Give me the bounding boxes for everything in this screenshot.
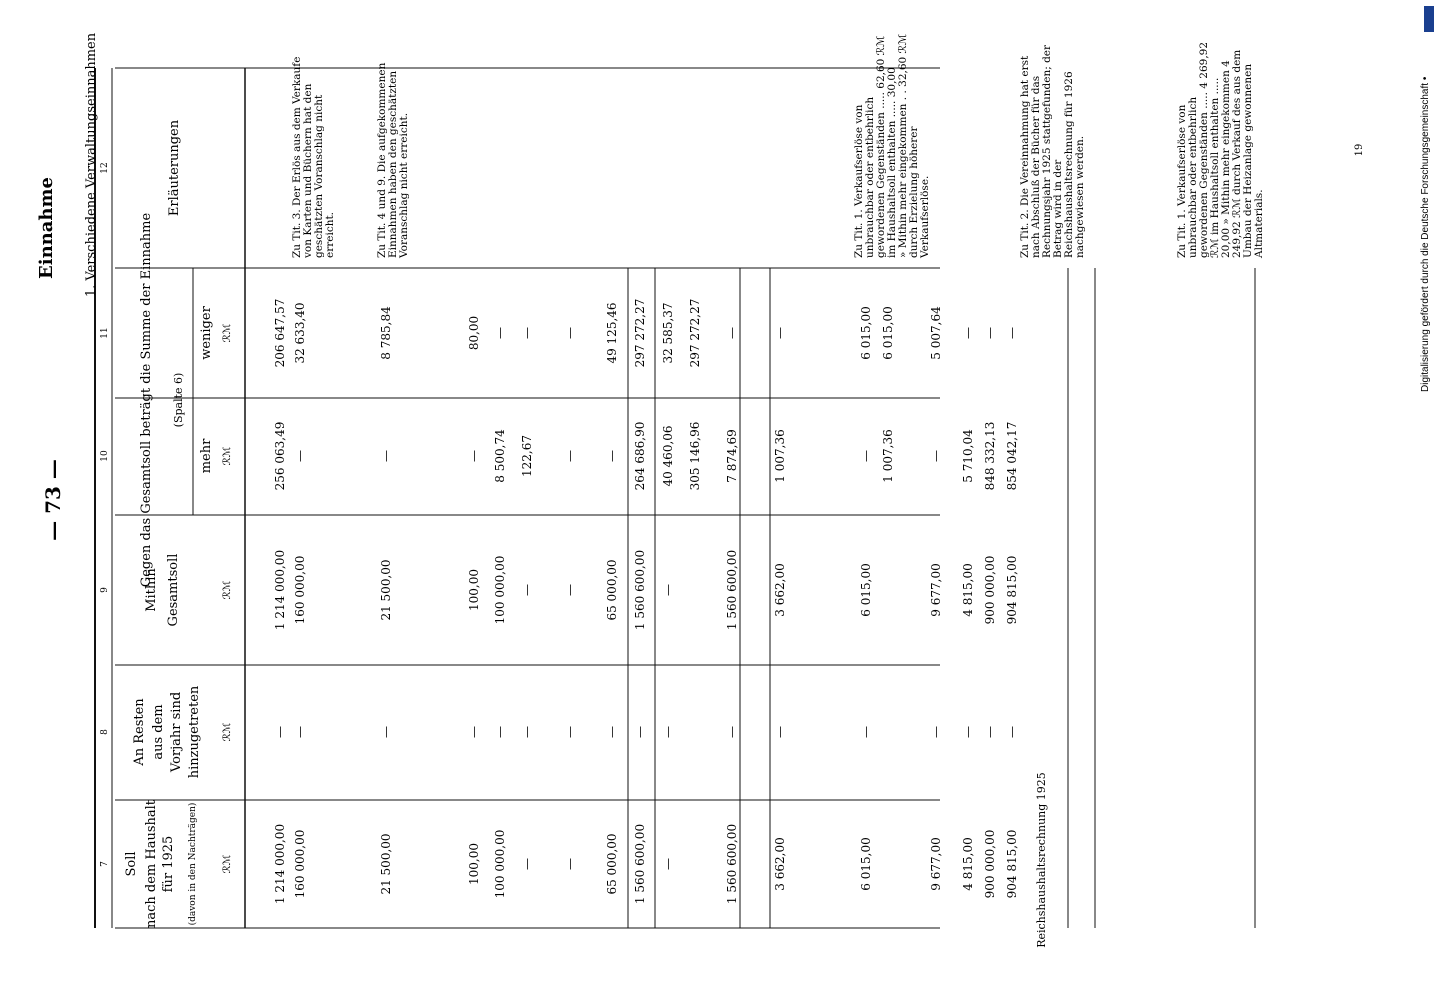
column-unit: ℛℳ bbox=[222, 722, 233, 742]
page-number: — 73 — bbox=[41, 459, 65, 541]
column-label: nach dem Haushalt bbox=[144, 799, 159, 929]
table-cell: 854 042,17 bbox=[1005, 421, 1019, 491]
table-cell: — bbox=[293, 726, 307, 738]
table-cell: 6 015,00 bbox=[859, 306, 873, 360]
table-cell: 160 000,00 bbox=[293, 555, 307, 625]
table-cell: — bbox=[773, 327, 787, 339]
column-number: 9 bbox=[100, 587, 110, 593]
column-label: mehr bbox=[199, 438, 214, 474]
table-cell: 65 000,00 bbox=[605, 833, 619, 895]
table-cell: 49 125,46 bbox=[605, 302, 619, 364]
explanation-note: 20,00 » Mithin mehr eingekommen 4 bbox=[1220, 60, 1232, 258]
column-sub: (davon in den Nachträgen) bbox=[188, 802, 198, 926]
column-number: 12 bbox=[100, 162, 110, 174]
explanation-note: durch Erzielung höherer bbox=[908, 126, 920, 258]
column-group-title: Gegen das Gesamtsoll beträgt die Summe der Einnahme bbox=[139, 212, 154, 588]
table-cell: 3 662,00 bbox=[773, 837, 787, 891]
table-cell: — bbox=[961, 327, 975, 339]
table-cell: 1 560 600,00 bbox=[725, 823, 739, 905]
table-cell: 21 500,00 bbox=[379, 559, 393, 621]
table-cell: — bbox=[467, 450, 481, 462]
column-label: An Resten bbox=[132, 698, 147, 766]
table-cell: — bbox=[520, 327, 534, 339]
explanation-note: unbrauchbar oder entbehrlich bbox=[1187, 96, 1199, 258]
explanation-note: Zu Tit. 2. Die Vereinnahmung hat erst bbox=[1019, 55, 1031, 258]
table-cell: 122,67 bbox=[520, 435, 534, 477]
column-number: 10 bbox=[100, 450, 110, 462]
table-cell: — bbox=[520, 726, 534, 738]
column-label: Soll bbox=[124, 851, 139, 877]
table-cell: — bbox=[929, 726, 943, 738]
table-cell: — bbox=[859, 726, 873, 738]
table-cell: — bbox=[983, 726, 997, 738]
table-cell: 1 214 000,00 bbox=[273, 549, 287, 631]
table-cell: — bbox=[1005, 726, 1019, 738]
table-cell: 305 146,96 bbox=[688, 421, 702, 491]
explanation-note: Rechnungsjahr 1925 stattgefunden; der bbox=[1041, 44, 1053, 258]
table-cell: — bbox=[563, 726, 577, 738]
table-cell: 4 815,00 bbox=[961, 837, 975, 891]
table-cell: — bbox=[1005, 327, 1019, 339]
column-group-sub: (Spalte 6) bbox=[172, 372, 185, 428]
table-cell: 80,00 bbox=[467, 315, 481, 351]
column-number: 11 bbox=[100, 327, 110, 339]
table-cell: 100 000,00 bbox=[493, 829, 507, 899]
table-text bbox=[36, 32, 1365, 948]
table-cell: 900 000,00 bbox=[983, 555, 997, 625]
table-cell: — bbox=[605, 726, 619, 738]
table-cell: — bbox=[661, 726, 675, 738]
explanation-note: Zu Tit. 3. Der Erlös aus dem Verkaufe bbox=[291, 56, 303, 258]
explanation-note: gewordenen Gegenständen ..... 4 269,92 bbox=[1198, 41, 1210, 258]
table-cell: — bbox=[563, 858, 577, 870]
explanation-note: Zu Tit. 4 und 9. Die aufgekommenen bbox=[376, 62, 388, 258]
table-cell: — bbox=[725, 726, 739, 738]
table-cell: — bbox=[379, 726, 393, 738]
column-label: hinzugetreten bbox=[187, 685, 202, 779]
table-cell: 1 214 000,00 bbox=[273, 823, 287, 905]
page-subtitle: 1. Verschiedene Verwaltungseinnahmen bbox=[84, 32, 99, 298]
funding-note: Digitalisierung gefördert durch die Deutsche Forschungsgemeinschaft • bbox=[1420, 76, 1431, 392]
explanation-note: im Haushaltsoll enthalten ..... 30,00 bbox=[886, 67, 898, 258]
column-label: aus dem bbox=[151, 704, 166, 760]
table-cell: 100,00 bbox=[467, 843, 481, 885]
explanation-note: Zu Tit. 1. Verkaufserlöse von bbox=[853, 104, 865, 258]
table-cell: 1 007,36 bbox=[881, 429, 895, 483]
table-cell: 1 560 600,00 bbox=[725, 549, 739, 631]
table-cell: 297 272,27 bbox=[633, 298, 647, 368]
table-cell: — bbox=[961, 726, 975, 738]
explanation-note: Reichshaushaltsrechnung für 1926 bbox=[1063, 71, 1075, 258]
explanation-note: nachgewiesen werden. bbox=[1074, 135, 1086, 258]
column-label: Vorjahr sind bbox=[169, 691, 184, 773]
table-cell: 65 000,00 bbox=[605, 559, 619, 621]
table-cell: 100,00 bbox=[467, 569, 481, 611]
explanation-note: erreicht. bbox=[324, 211, 336, 258]
explanation-note: gewordenen Gegenständen ..... 62,60 ℛℳ bbox=[875, 35, 887, 258]
table-cell: — bbox=[773, 726, 787, 738]
table-cell: 1 560 600,00 bbox=[633, 549, 647, 631]
table-cell: 848 332,13 bbox=[983, 421, 997, 491]
explanation-note: Einnahmen haben den geschätzten bbox=[387, 70, 399, 258]
explanation-note: » Mithin mehr eingekommen . . 32,60 ℛℳ bbox=[897, 33, 909, 258]
column-number: 7 bbox=[100, 861, 110, 867]
table-cell: 206 647,57 bbox=[273, 298, 287, 368]
table-cell: 904 815,00 bbox=[1005, 829, 1019, 899]
table-cell: 1 007,36 bbox=[773, 429, 787, 483]
explanation-note: Betrag wird in der bbox=[1052, 159, 1064, 258]
table-cell: — bbox=[725, 327, 739, 339]
table-cell: 1 560 600,00 bbox=[633, 823, 647, 905]
table-cell: 904 815,00 bbox=[1005, 555, 1019, 625]
explanation-note: Zu Tit. 1. Verkaufserlöse von bbox=[1176, 104, 1188, 258]
table-cell: — bbox=[293, 450, 307, 462]
table-cell: 32 585,37 bbox=[661, 302, 675, 364]
table-cell: 5 710,04 bbox=[961, 429, 975, 483]
explanation-note: unbrauchbar oder entbehrlich bbox=[864, 96, 876, 258]
table-cell: 9 677,00 bbox=[929, 563, 943, 617]
table-cell: — bbox=[493, 726, 507, 738]
table-cell: 297 272,27 bbox=[688, 298, 702, 368]
column-unit: ℛℳ bbox=[222, 854, 233, 874]
table-cell: — bbox=[467, 726, 481, 738]
table-cell: 6 015,00 bbox=[859, 563, 873, 617]
column-label: für 1925 bbox=[161, 835, 176, 893]
table-cell: 6 015,00 bbox=[859, 837, 873, 891]
page-footnote: 19 bbox=[1354, 143, 1365, 157]
explanation-note: Altmaterials. bbox=[1253, 189, 1265, 258]
table-cell: — bbox=[983, 327, 997, 339]
table-cell: — bbox=[273, 726, 287, 738]
table-cell: 264 686,90 bbox=[633, 421, 647, 491]
table-cell: — bbox=[379, 450, 393, 462]
table-cell: 8 785,84 bbox=[379, 306, 393, 360]
column-unit: ℛℳ bbox=[222, 323, 233, 343]
footer-text: Reichshaushaltsrechnung 1925 bbox=[1035, 772, 1048, 948]
dfg-logo bbox=[1424, 6, 1434, 32]
column-label: weniger bbox=[199, 306, 214, 360]
table-cell: 8 500,74 bbox=[493, 429, 507, 483]
column-label: Erläuterungen bbox=[167, 119, 182, 217]
table-cell: 100 000,00 bbox=[493, 555, 507, 625]
explanation-note: Voranschlag nicht erreicht. bbox=[398, 112, 410, 258]
table-cell: 40 460,06 bbox=[661, 425, 675, 487]
explanation-note: von Karten und Büchern hat den bbox=[302, 83, 314, 258]
table-cell: 5 007,64 bbox=[929, 306, 943, 360]
table-cell: — bbox=[661, 584, 675, 596]
table-cell: 900 000,00 bbox=[983, 829, 997, 899]
explanation-note: Verkaufserlöse. bbox=[919, 175, 931, 258]
table-cell: — bbox=[859, 450, 873, 462]
explanation-note: geschätzten Voranschlag nicht bbox=[313, 94, 325, 258]
page-title: Einnahme bbox=[36, 177, 57, 279]
table-cell: 32 633,40 bbox=[293, 302, 307, 364]
column-unit: ℛℳ bbox=[222, 446, 233, 466]
column-label: Mithin bbox=[144, 568, 159, 612]
table-cell: — bbox=[563, 584, 577, 596]
column-unit: ℛℳ bbox=[222, 580, 233, 600]
table-cell: 7 874,69 bbox=[725, 429, 739, 483]
table-cell: 256 063,49 bbox=[273, 421, 287, 491]
table-cell: — bbox=[661, 858, 675, 870]
table-cell: — bbox=[493, 327, 507, 339]
explanation-note: 249,92 ℛℳ durch Verkauf des aus dem bbox=[1231, 49, 1243, 258]
table-cell: 3 662,00 bbox=[773, 563, 787, 617]
table-cell: — bbox=[520, 584, 534, 596]
table-cell: 9 677,00 bbox=[929, 837, 943, 891]
table-cell: — bbox=[563, 327, 577, 339]
table-cell: — bbox=[520, 858, 534, 870]
explanation-note: Umbau der Heizanlage gewonnenen bbox=[1242, 63, 1254, 258]
table-cell: 21 500,00 bbox=[379, 833, 393, 895]
table-cell: 4 815,00 bbox=[961, 563, 975, 617]
table-cell: — bbox=[605, 450, 619, 462]
column-number: 8 bbox=[100, 729, 110, 735]
table-cell: — bbox=[633, 726, 647, 738]
table-cell: 160 000,00 bbox=[293, 829, 307, 899]
column-label: Gesamtsoll bbox=[166, 553, 181, 627]
table-cell: — bbox=[929, 450, 943, 462]
table-cell: 6 015,00 bbox=[881, 306, 895, 360]
explanation-note: nach Abschluß der Bücher für das bbox=[1030, 75, 1042, 258]
explanation-note: ℛℳ im Haushaltsoll enthalten ..... bbox=[1209, 77, 1221, 258]
table-cell: — bbox=[563, 450, 577, 462]
